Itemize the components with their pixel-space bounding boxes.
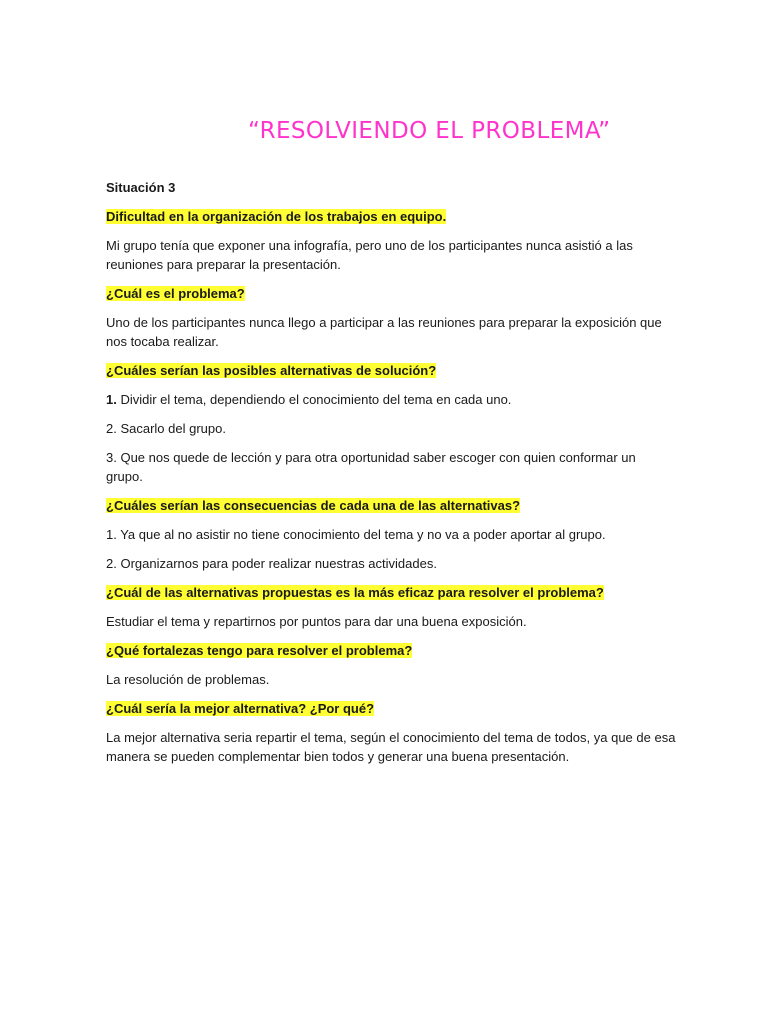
question-4 — [106, 583, 676, 602]
situation-heading-text: Dificultad en la organización de los trabajos en equipo. — [106, 209, 447, 224]
situation-label: Situación 3 — [106, 180, 176, 195]
alternative-2: 2. Sacarlo del grupo. — [106, 421, 226, 436]
situation-intro: Mi grupo tenía que exponer una infografía, pero uno de los participantes nunca asistió a las reuniones para preparar la presentación. — [106, 238, 633, 272]
document-title: “RESOLVIENDO EL PROBLEMA” — [248, 118, 611, 144]
situation-heading — [106, 207, 676, 226]
question-3 — [106, 496, 676, 515]
question-6 — [106, 699, 676, 718]
alternative-3: 3. Que nos quede de lección y para otra oportunidad saber escoger con quien conformar un grupo. — [106, 450, 636, 484]
answer-1: Uno de los participantes nunca llego a participar a las reuniones para preparar la exposición que nos tocaba realizar. — [106, 315, 662, 349]
consequence-1: 1. Ya que al no asistir no tiene conocimiento del tema y no va a poder aportar al grupo. — [106, 527, 606, 542]
question-2 — [106, 361, 676, 380]
alternative-1-number: 1. — [106, 392, 117, 407]
question-1-text: ¿Cuál es el problema? — [106, 286, 245, 301]
question-1 — [106, 284, 676, 303]
answer-4: Estudiar el tema y repartirnos por puntos para dar una buena exposición. — [106, 614, 527, 629]
question-2-text: ¿Cuáles serían las posibles alternativas de solución? — [106, 363, 437, 378]
question-6-text: ¿Cuál sería la mejor alternativa? ¿Por qué? — [106, 701, 375, 716]
question-5-text: ¿Qué fortalezas tengo para resolver el problema? — [106, 643, 413, 658]
consequence-2: 2. Organizarnos para poder realizar nuestras actividades. — [106, 556, 437, 571]
question-4-text: ¿Cuál de las alternativas propuestas es la más eficaz para resolver el problema? — [106, 585, 604, 600]
answer-6: La mejor alternativa seria repartir el tema, según el conocimiento del tema de todos, ya que de esa manera se pueden complementar bien todos y generar una buena presentación. — [106, 730, 676, 764]
document-body — [106, 178, 676, 776]
alternative-1 — [106, 390, 676, 409]
question-5 — [106, 641, 676, 660]
answer-5: La resolución de problemas. — [106, 672, 270, 687]
question-3-text: ¿Cuáles serían las consecuencias de cada una de las alternativas? — [106, 498, 521, 513]
alternative-1-text: Dividir el tema, dependiendo el conocimiento del tema en cada uno. — [116, 392, 512, 407]
